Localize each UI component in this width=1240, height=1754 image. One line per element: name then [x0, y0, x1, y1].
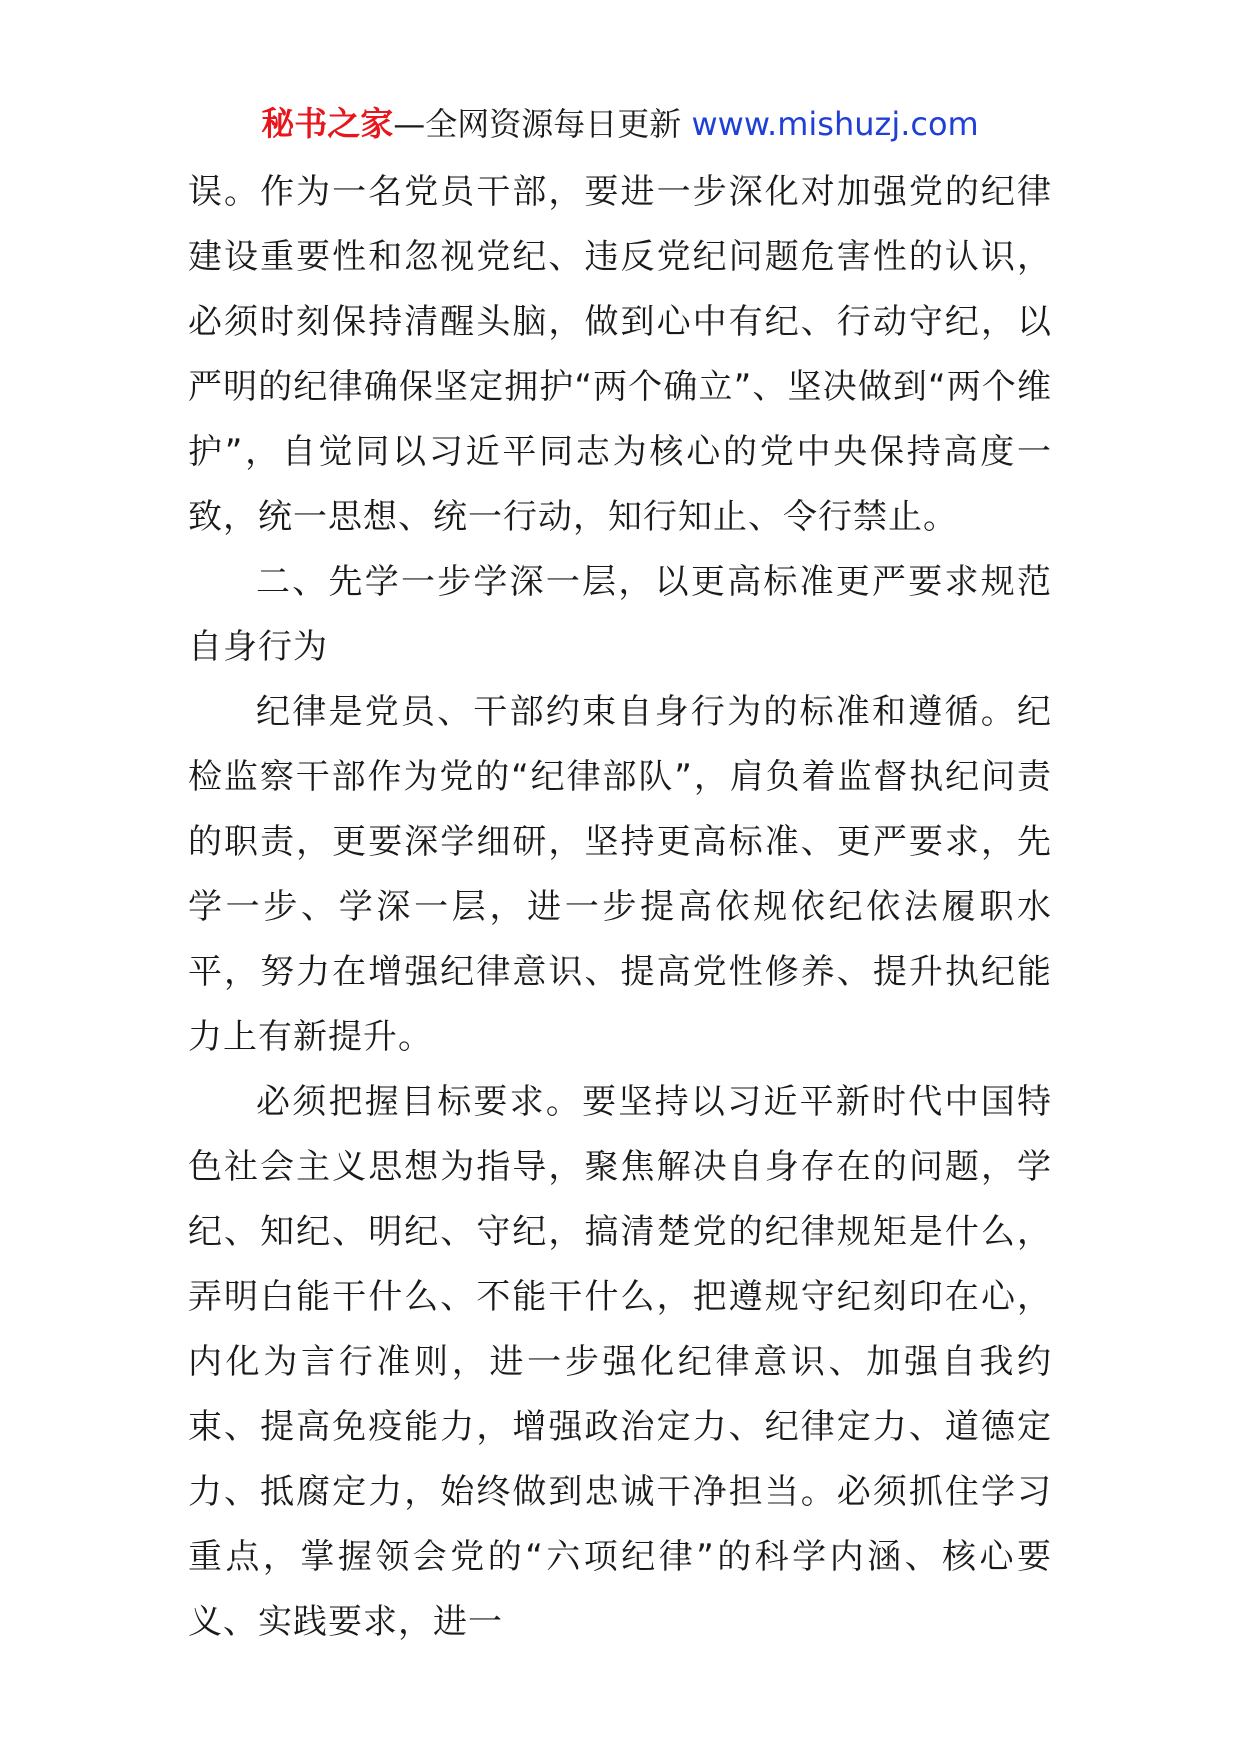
brand-name: 秘书之家 — [261, 104, 394, 143]
paragraph-continuation: 误。作为一名党员干部，要进一步深化对加强党的纪律建设重要性和忽视党纪、违反党纪问题危害性的认识，必须时刻保持清醒头脑，做到心中有纪、行动守纪，以严明的纪律确保坚定拥护“两个确立”、坚决做到“两个维护”，自觉同以习近平同志为核心的党中央保持高度一致，统一思想、统一行动，知行知止、令行禁止。 — [188, 172, 1052, 537]
header-tagline: —全网资源每日更新 — [393, 105, 692, 143]
paragraph: 必须把握目标要求。要坚持以习近平新时代中国特色社会主义思想为指导，聚焦解决自身存在的问题，学纪、知纪、明纪、守纪，搞清楚党的纪律规矩是什么，弄明白能干什么、不能干什么，把遵规守纪刻印在心，内化为言行准则，进一步强化纪律意识、加强自我约束、提高免疫能力，增强政治定力、纪律定力、道德定力、抵腐定力，始终做到忠诚干净担当。必须抓住学习重点，掌握领会党的“六项纪律”的科学内涵、核心要义、实践要求，进一 — [188, 1082, 1052, 1642]
paragraph: 纪律是党员、干部约束自身行为的标准和遵循。纪检监察干部作为党的“纪律部队”，肩负着监督执纪问责的职责，更要深学细研，坚持更高标准、更严要求，先学一步、学深一层，进一步提高依规依纪依法履职水平，努力在增强纪律意识、提高党性修养、提升执纪能力上有新提升。 — [188, 692, 1052, 1057]
site-url[interactable]: www.mishuzj.com — [691, 105, 979, 143]
site-header — [0, 100, 1240, 148]
document-body — [188, 160, 1052, 1655]
section-heading: 二、先学一步学深一层，以更高标准更严要求规范自身行为 — [188, 562, 1052, 667]
